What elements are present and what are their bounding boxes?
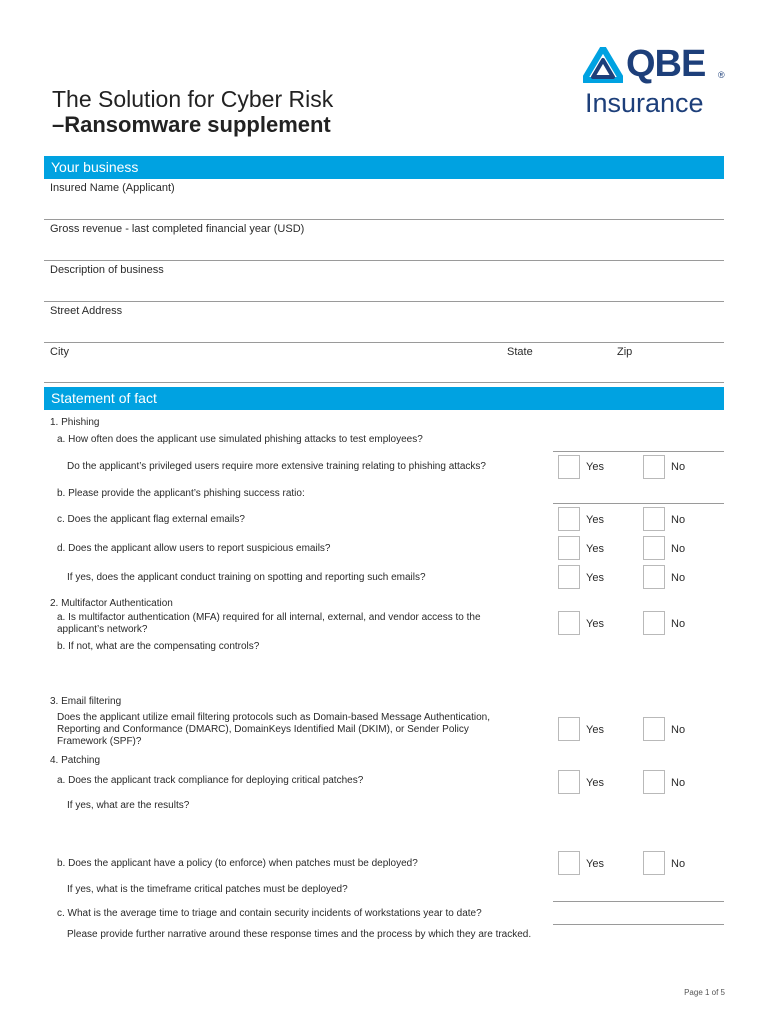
phishing-q-d: d. Does the applicant allow users to report suspicious emails? bbox=[57, 543, 331, 554]
yes-label: Yes bbox=[586, 572, 604, 584]
section-header-statement-of-fact: Statement of fact bbox=[44, 387, 724, 410]
no-label: No bbox=[671, 543, 686, 555]
phishing-q-d-sub: If yes, does the applicant conduct training on spotting and reporting such emails? bbox=[67, 572, 426, 583]
phishing-training-yes-checkbox[interactable] bbox=[558, 455, 580, 479]
patching-q-c: c. What is the average time to triage and contain security incidents of workstations year to date? bbox=[57, 908, 482, 919]
triage-time-field[interactable] bbox=[553, 924, 724, 925]
street-address-label: Street Address bbox=[50, 305, 123, 317]
city-state-zip-field[interactable] bbox=[44, 382, 724, 383]
patching-q-b-sub: If yes, what is the timeframe critical patches must be deployed? bbox=[67, 884, 348, 895]
patching-q-c-sub: Please provide further narrative around these response times and the process by which they are tracked. bbox=[67, 929, 532, 940]
gross-revenue-field[interactable] bbox=[44, 260, 724, 261]
city-label: City bbox=[50, 346, 69, 358]
no-label: No bbox=[671, 461, 686, 473]
state-label: State bbox=[507, 346, 533, 358]
patch-policy-yes-checkbox[interactable] bbox=[558, 851, 580, 875]
no-label: No bbox=[671, 572, 686, 584]
mfa-q-b: b. If not, what are the compensating controls? bbox=[57, 641, 260, 652]
description-label: Description of business bbox=[50, 264, 164, 276]
logo-subtext: Insurance bbox=[585, 88, 704, 118]
no-label: No bbox=[671, 618, 686, 630]
flag-external-no-checkbox[interactable] bbox=[643, 507, 665, 531]
phishing-training-no-checkbox[interactable] bbox=[643, 455, 665, 479]
mfa-no-checkbox[interactable] bbox=[643, 611, 665, 635]
page-title-line2: –Ransomware supplement bbox=[52, 112, 331, 137]
email-filtering-yes-checkbox[interactable] bbox=[558, 717, 580, 741]
email-filtering-title: 3. Email filtering bbox=[50, 696, 122, 707]
logo-registered: ® bbox=[718, 70, 725, 80]
patching-q-a-sub: If yes, what are the results? bbox=[67, 800, 190, 811]
patch-policy-no-checkbox[interactable] bbox=[643, 851, 665, 875]
yes-label: Yes bbox=[586, 618, 604, 630]
section-header-your-business: Your business bbox=[44, 156, 724, 179]
email-filtering-line3: Framework (SPF)? bbox=[57, 736, 142, 747]
yes-label: Yes bbox=[586, 777, 604, 789]
yes-label: Yes bbox=[586, 514, 604, 526]
report-suspicious-no-checkbox[interactable] bbox=[643, 536, 665, 560]
page-title-line1: The Solution for Cyber Risk bbox=[52, 86, 334, 112]
gross-revenue-label: Gross revenue - last completed financial year (USD) bbox=[50, 223, 305, 235]
flag-external-yes-checkbox[interactable] bbox=[558, 507, 580, 531]
phishing-q-a: a. How often does the applicant use simulated phishing attacks to test employees? bbox=[57, 434, 423, 445]
street-address-field[interactable] bbox=[44, 342, 724, 343]
patching-q-a: a. Does the applicant track compliance for deploying critical patches? bbox=[57, 775, 364, 786]
yes-label: Yes bbox=[586, 543, 604, 555]
report-suspicious-yes-checkbox[interactable] bbox=[558, 536, 580, 560]
insured-name-label: Insured Name (Applicant) bbox=[50, 182, 175, 194]
patch-tracking-yes-checkbox[interactable] bbox=[558, 770, 580, 794]
no-label: No bbox=[671, 777, 686, 789]
insured-name-field[interactable] bbox=[44, 219, 724, 220]
mfa-q-a-line2: applicant’s network? bbox=[57, 624, 148, 635]
page-number: Page 1 of 5 bbox=[684, 988, 725, 997]
no-label: No bbox=[671, 514, 686, 526]
description-field[interactable] bbox=[44, 301, 724, 302]
mfa-yes-checkbox[interactable] bbox=[558, 611, 580, 635]
phishing-q-b: b. Please provide the applicant’s phishing success ratio: bbox=[57, 488, 305, 499]
patching-q-b: b. Does the applicant have a policy (to enforce) when patches must be deployed? bbox=[57, 858, 418, 869]
phishing-ratio-field[interactable] bbox=[553, 503, 724, 504]
phishing-q-c: c. Does the applicant flag external emails? bbox=[57, 514, 245, 525]
phishing-title: 1. Phishing bbox=[50, 417, 100, 428]
mfa-title: 2. Multifactor Authentication bbox=[50, 598, 173, 609]
patch-timeframe-field[interactable] bbox=[553, 901, 724, 902]
patch-tracking-no-checkbox[interactable] bbox=[643, 770, 665, 794]
yes-label: Yes bbox=[586, 858, 604, 870]
patching-title: 4. Patching bbox=[50, 755, 101, 766]
no-label: No bbox=[671, 858, 686, 870]
yes-label: Yes bbox=[586, 724, 604, 736]
email-filtering-line1: Does the applicant utilize email filtering protocols such as Domain-based Message Authentication, bbox=[57, 712, 491, 723]
mfa-q-a-line1: a. Is multifactor authentication (MFA) required for all internal, external, and vendor access to the bbox=[57, 612, 481, 623]
spotting-training-yes-checkbox[interactable] bbox=[558, 565, 580, 589]
email-filtering-no-checkbox[interactable] bbox=[643, 717, 665, 741]
phishing-q-a-field[interactable] bbox=[553, 451, 724, 452]
yes-label: Yes bbox=[586, 461, 604, 473]
no-label: No bbox=[671, 724, 686, 736]
logo-text: QBE bbox=[626, 43, 706, 85]
qbe-logo-icon bbox=[583, 47, 623, 89]
spotting-training-no-checkbox[interactable] bbox=[643, 565, 665, 589]
email-filtering-line2: Reporting and Conformance (DMARC), DomainKeys Identified Mail (DKIM), or Sender Policy bbox=[57, 724, 469, 735]
phishing-q-a-sub: Do the applicant’s privileged users require more extensive training relating to phishing attacks? bbox=[67, 461, 486, 472]
zip-label: Zip bbox=[617, 346, 633, 358]
